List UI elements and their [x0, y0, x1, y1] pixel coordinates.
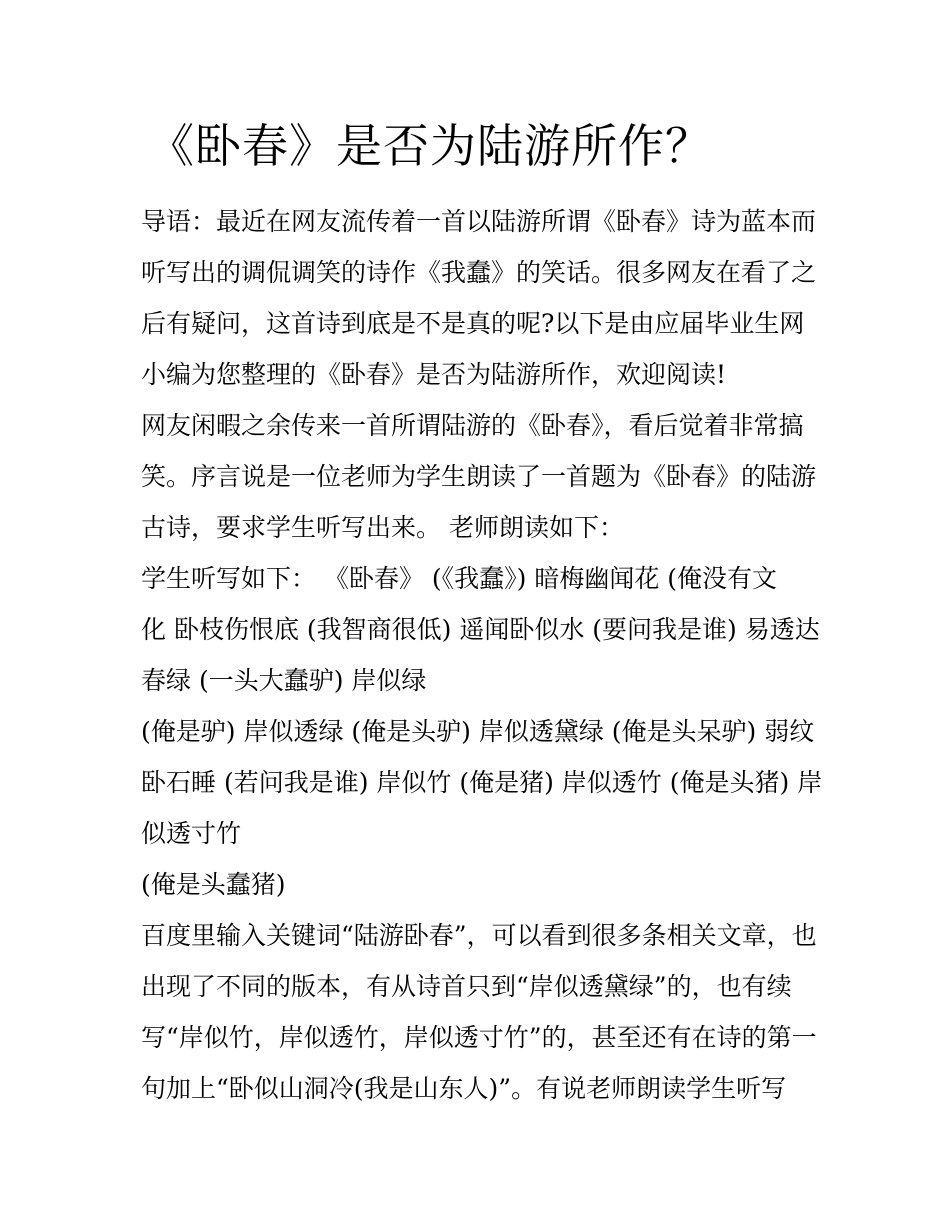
body-line-15: 百度里输入关键词“陆游卧春”，可以看到很多条相关文章，也: [141, 921, 817, 950]
body-line-4: 小编为您整理的《卧春》是否为陆游所作，欢迎阅读!: [141, 360, 727, 389]
body-line-5: 网友闲暇之余传来一首所谓陆游的《卧春》，看后觉着非常搞: [141, 411, 804, 440]
body-line-3: 后有疑问，这首诗到底是不是真的呢?以下是由应届毕业生网: [141, 309, 805, 338]
body-line-9: 化 卧枝伤恨底 (我智商很低) 遥闻卧似水 (要问我是谁) 易透达: [141, 615, 820, 644]
body-line-18: 句加上“卧似山洞冷(我是山东人)”。有说老师朗读学生听写: [141, 1074, 787, 1103]
body-line-17: 写“岸似竹，岸似透竹，岸似透寸竹”的，甚至还有在诗的第一: [141, 1023, 817, 1052]
body-line-8: 学生听写如下： 《卧春》 (《我蠢》) 暗梅幽闻花 (俺没有文: [141, 564, 778, 593]
body-line-13: 似透寸竹: [141, 819, 242, 848]
document-title: 《卧春》是否为陆游所作？: [148, 119, 712, 173]
body-line-2: 听写出的调侃调笑的诗作《我蠢》的笑话。很多网友在看了之: [141, 258, 817, 287]
body-line-16: 出现了不同的版本，有从诗首只到“岸似透黛绿”的，也有续: [141, 972, 792, 1001]
body-line-1: 导语：最近在网友流传着一首以陆游所谓《卧春》诗为蓝本而: [141, 207, 817, 236]
body-line-10: 春绿 (一头大蠢驴) 岸似绿: [141, 666, 427, 695]
body-line-7: 古诗，要求学生听写出来。 老师朗读如下：: [141, 513, 624, 542]
body-line-14: (俺是头蠢猪): [141, 870, 286, 899]
body-line-6: 笑。序言说是一位老师为学生朗读了一首题为《卧春》的陆游: [141, 462, 817, 491]
body-line-12: 卧石睡 (若问我是谁) 岸似竹 (俺是猪) 岸似透竹 (俺是头猪) 岸: [141, 768, 823, 797]
body-line-11: (俺是驴) 岸似透绿 (俺是头驴) 岸似透黛绿 (俺是头呆驴) 弱纹: [141, 717, 815, 746]
document-body: [141, 196, 821, 1114]
